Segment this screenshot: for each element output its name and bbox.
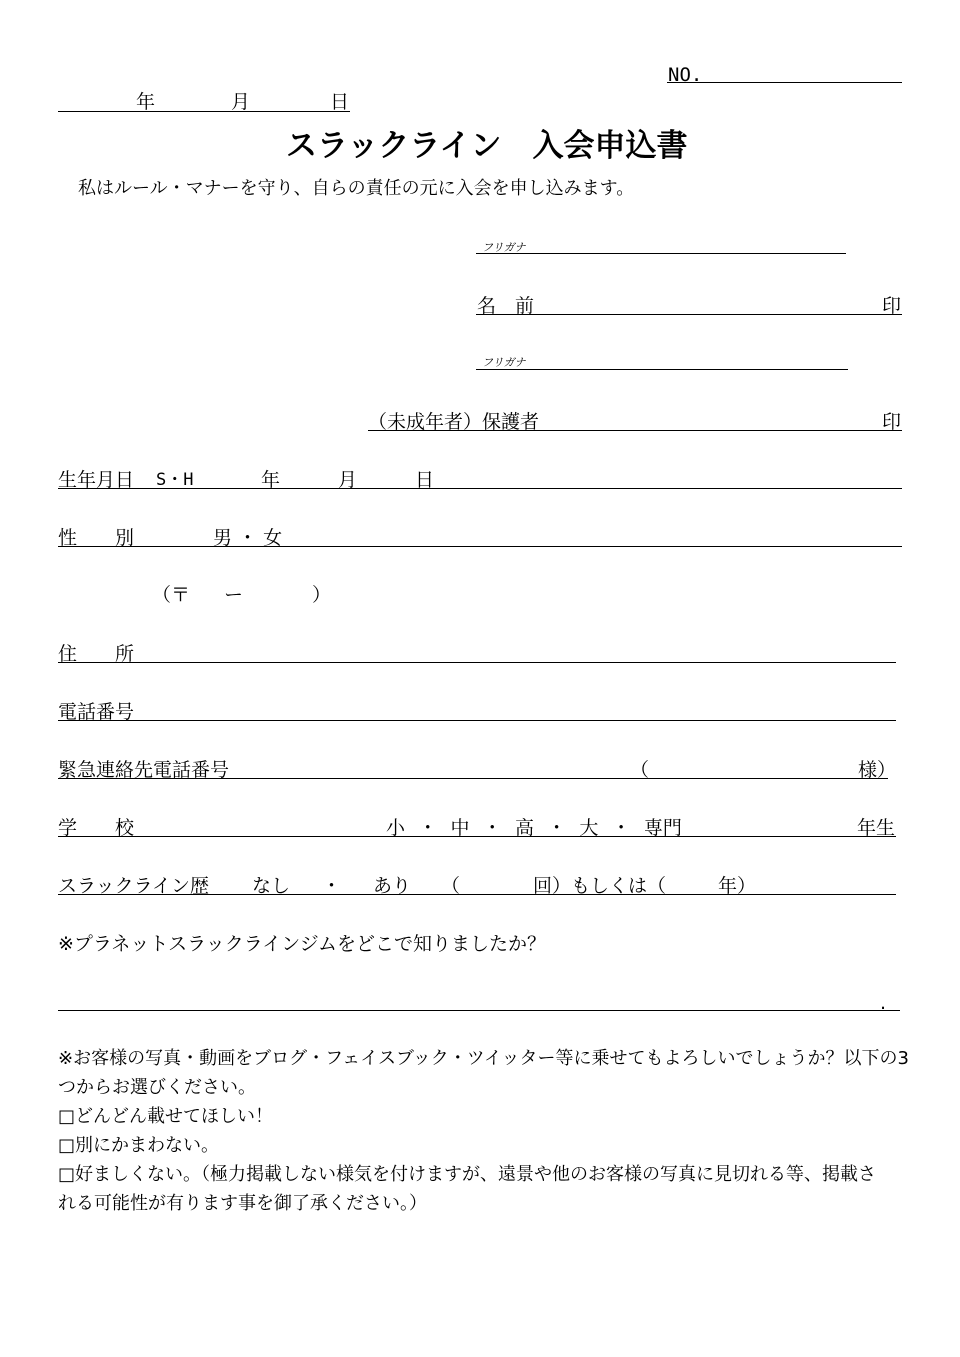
- school-type-high[interactable]: 高: [514, 817, 534, 839]
- address-field[interactable]: [58, 662, 896, 663]
- photo-consent-option-2[interactable]: [58, 1131, 219, 1160]
- photo-consent-option-3[interactable]: [58, 1160, 876, 1189]
- option-3-label: 好ましくない。（極力掲載しない様気を付けますが、遠景や他のお客様の写真に見切れる等、掲載さ: [75, 1164, 877, 1185]
- history-yes-option[interactable]: あり: [373, 875, 412, 897]
- birth-month-label: 月: [338, 469, 358, 491]
- separator: ・: [322, 875, 342, 897]
- phone-label: 電話番号: [58, 701, 135, 723]
- gender-label: 性 別: [58, 527, 135, 549]
- date-month-label: 月: [231, 91, 251, 113]
- referral-question: ※プラネットスラックラインジムをどこで知りましたか？: [58, 933, 546, 955]
- phone-field[interactable]: [58, 720, 896, 721]
- separator: ・: [547, 817, 567, 839]
- guardian-seal-label: 印: [882, 411, 902, 433]
- separator: ・: [611, 817, 631, 839]
- history-open: （: [441, 875, 461, 897]
- applicant-name-label: 名 前: [477, 295, 535, 317]
- photo-consent-question-line2: つからお選びください。: [58, 1077, 256, 1098]
- checkbox-icon[interactable]: □: [58, 1164, 76, 1185]
- school-label: 学 校: [58, 817, 135, 839]
- address-label: 住 所: [58, 643, 135, 665]
- separator: ・: [418, 817, 438, 839]
- applicant-furigana-field[interactable]: [476, 253, 846, 254]
- birth-year-label: 年: [261, 469, 281, 491]
- applicant-name-field[interactable]: [476, 314, 902, 315]
- school-type-junior-high[interactable]: 中: [450, 817, 470, 839]
- birth-era-label: S・H: [156, 470, 194, 490]
- number-field[interactable]: [667, 82, 902, 83]
- postal-close: ）: [312, 584, 332, 606]
- guardian-label: （未成年者）保護者: [368, 411, 540, 433]
- guardian-name-field[interactable]: [368, 430, 902, 431]
- gender-options[interactable]: 男 ・ 女: [213, 527, 283, 549]
- photo-consent-option-1[interactable]: [58, 1102, 273, 1131]
- emergency-close: 様）: [858, 759, 897, 781]
- school-grade-label: 年生: [857, 817, 896, 839]
- birth-date-field[interactable]: [58, 488, 902, 489]
- guardian-furigana-label: フリガナ: [482, 356, 526, 369]
- school-type-elementary[interactable]: 小: [386, 817, 406, 839]
- pledge-text: 私はルール・マナーを守り、自らの責任の元に入会を申し込みます。: [78, 178, 635, 199]
- applicant-furigana-label: フリガナ: [482, 241, 526, 254]
- birth-day-label: 日: [415, 469, 435, 491]
- guardian-furigana-field[interactable]: [476, 369, 848, 370]
- option-2-label: 別にかまわない。: [75, 1135, 220, 1156]
- photo-consent-question-line1: ※お客様の写真・動画をブログ・フェイスブック・ツイッター等に乗せてもよろしいでしょうか？以下の3: [58, 1048, 909, 1069]
- emergency-field[interactable]: [58, 778, 888, 779]
- option-1-label: どんどん載せてほしい！: [75, 1106, 274, 1127]
- referral-field[interactable]: [58, 1010, 900, 1011]
- page-title: スラックライン 入会申込書: [286, 128, 688, 164]
- checkbox-icon[interactable]: □: [58, 1135, 76, 1156]
- history-none-option[interactable]: なし: [252, 875, 291, 897]
- gender-field[interactable]: [58, 546, 902, 547]
- history-field[interactable]: [58, 894, 896, 895]
- separator: ・: [482, 817, 502, 839]
- history-label: スラックライン歴: [58, 875, 210, 897]
- emergency-open: （: [630, 759, 650, 781]
- referral-period: .: [880, 992, 887, 1014]
- date-day-label: 日: [330, 91, 350, 113]
- history-years-label: 年）: [718, 875, 757, 897]
- checkbox-icon[interactable]: □: [58, 1106, 76, 1127]
- number-label: NO.: [668, 64, 703, 86]
- applicant-seal-label: 印: [882, 295, 902, 317]
- history-times-label: 回）もしくは（: [533, 875, 667, 897]
- school-type-university[interactable]: 大: [579, 817, 599, 839]
- postal-dash: ー: [224, 584, 244, 606]
- school-type-vocational[interactable]: 専門: [643, 817, 682, 839]
- date-field[interactable]: [58, 111, 350, 112]
- date-year-label: 年: [136, 91, 156, 113]
- photo-consent-option-3-continued: れる可能性が有ります事を御了承ください。）: [58, 1193, 427, 1214]
- birth-date-label: 生年月日: [58, 469, 135, 491]
- emergency-label: 緊急連絡先電話番号: [58, 759, 230, 781]
- postal-open: （〒: [152, 584, 191, 606]
- school-field[interactable]: [58, 836, 896, 837]
